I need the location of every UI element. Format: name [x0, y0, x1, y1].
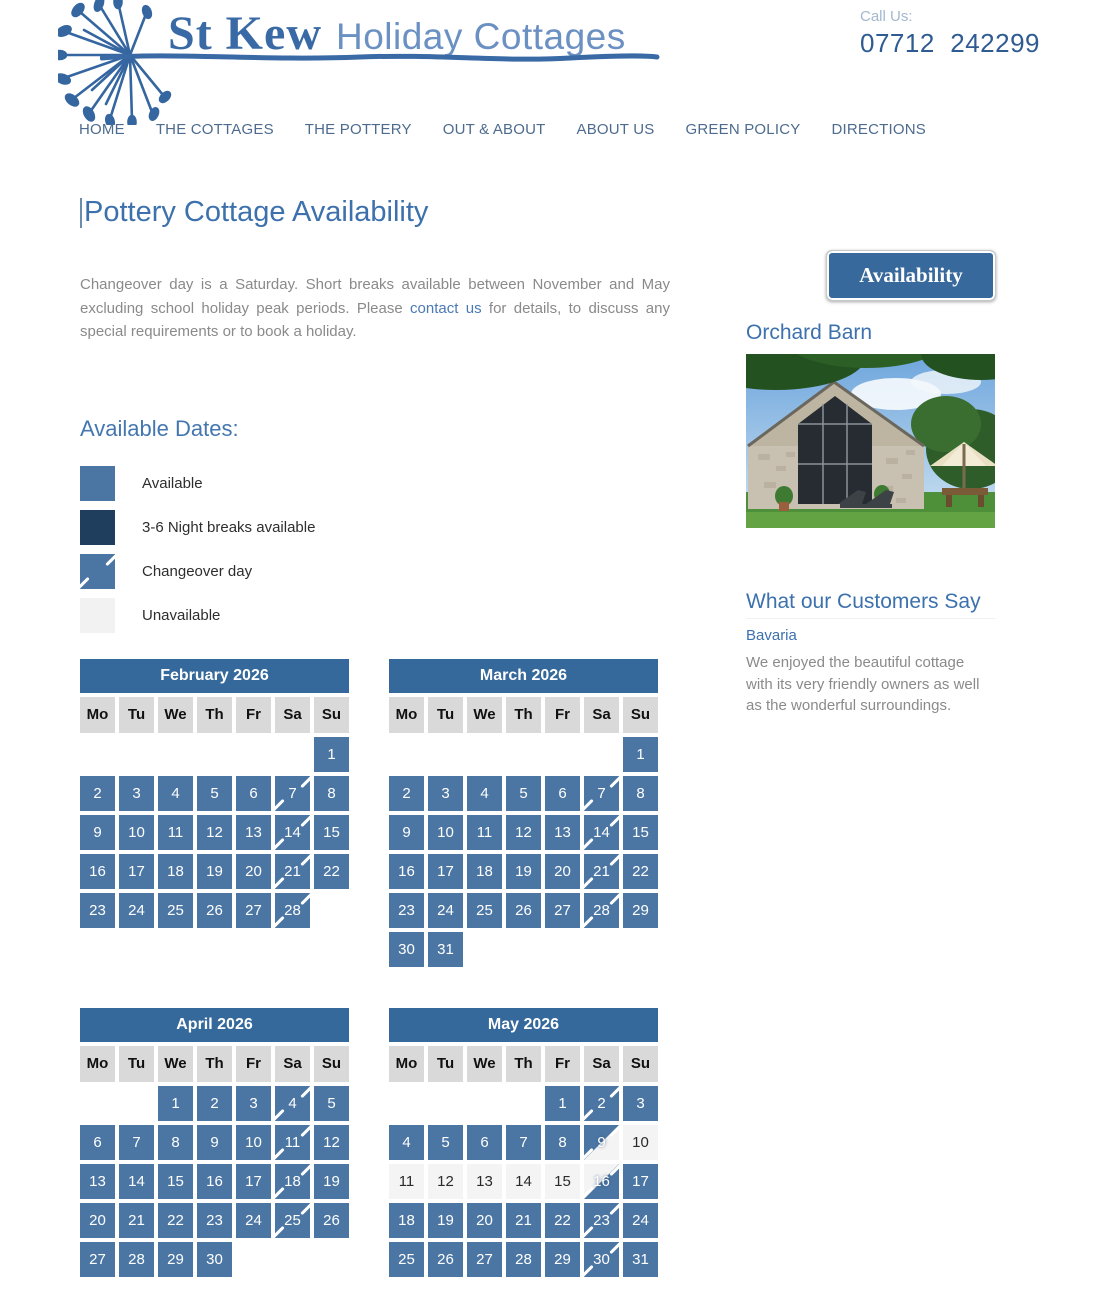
calendar-day: 28 [506, 1242, 541, 1277]
calendar-cells [389, 697, 658, 967]
calendar-day: 14 [275, 815, 310, 850]
calendar-day: 23 [197, 1203, 232, 1238]
calendar-empty-cell [314, 1242, 349, 1277]
brand-underline-flourish [100, 48, 660, 71]
calendar-empty-cell [467, 737, 502, 772]
day-of-week-header: We [467, 697, 502, 733]
calendar-day: 30 [197, 1242, 232, 1277]
day-of-week-header: We [158, 1046, 193, 1082]
calendar-day: 27 [467, 1242, 502, 1277]
calendar-day: 18 [275, 1164, 310, 1199]
calendar-month [80, 659, 349, 928]
legend-label: Available [142, 474, 203, 492]
calendar-day: 3 [119, 776, 154, 811]
calendar-day: 7 [506, 1125, 541, 1160]
calendar-day: 17 [428, 854, 463, 889]
customers-heading: What our Customers Say [746, 590, 996, 619]
orchard-barn-heading[interactable]: Orchard Barn [746, 321, 873, 344]
sidebar [746, 250, 996, 717]
calendar-day: 17 [623, 1164, 658, 1199]
calendar-day: 20 [236, 854, 271, 889]
calendar-day: 15 [545, 1164, 580, 1199]
calendar-day: 26 [506, 893, 541, 928]
calendar-empty-cell [119, 737, 154, 772]
calendar-empty-cell [80, 1086, 115, 1121]
calendar-day: 8 [623, 776, 658, 811]
calendar-month-title: March 2026 [389, 659, 658, 693]
calendar-day: 22 [545, 1203, 580, 1238]
legend-label: Changeover day [142, 562, 253, 580]
testimonial-source: Bavaria [746, 627, 797, 644]
calendar-day: 4 [275, 1086, 310, 1121]
main-column [80, 196, 670, 1277]
calendar-day: 30 [389, 932, 424, 967]
contact-us-link[interactable]: contact us [410, 299, 482, 317]
intro-text-after: for details, to discuss any special requirements or to book a holiday. [80, 299, 670, 340]
call-us-label: Call Us: [860, 8, 913, 25]
calendar-day: 4 [158, 776, 193, 811]
available-dates-heading: Available Dates: [80, 415, 239, 441]
day-of-week-header: Sa [275, 1046, 310, 1082]
calendar-day: 7 [275, 776, 310, 811]
nav-item-home[interactable]: HOME [79, 121, 125, 138]
calendar-day: 6 [80, 1125, 115, 1160]
day-of-week-header: Su [314, 1046, 349, 1082]
calendar-day: 16 [389, 854, 424, 889]
legend-swatch-changeover [80, 554, 115, 589]
legend-swatch-short-breaks [80, 510, 115, 545]
calendar-month-title: February 2026 [80, 659, 349, 693]
calendar-month [80, 1008, 349, 1277]
legend-swatch-unavailable [80, 598, 115, 633]
calendar-empty-cell [314, 893, 349, 928]
calendar-day: 6 [236, 776, 271, 811]
calendar-day: 23 [584, 1203, 619, 1238]
calendar-day: 19 [428, 1203, 463, 1238]
calendar-day: 5 [506, 776, 541, 811]
calendar-day: 15 [158, 1164, 193, 1199]
calendar-day: 12 [314, 1125, 349, 1160]
calendar-day: 24 [119, 893, 154, 928]
calendar-day: 7 [584, 776, 619, 811]
calendar-day: 5 [314, 1086, 349, 1121]
calendar-day: 27 [236, 893, 271, 928]
calendar-day: 1 [158, 1086, 193, 1121]
legend-row-changeover [80, 554, 670, 589]
calendar-day: 16 [80, 854, 115, 889]
calendar-day: 9 [197, 1125, 232, 1160]
nav-item-the-pottery[interactable]: THE POTTERY [304, 121, 412, 138]
day-of-week-header: Th [197, 697, 232, 733]
calendar-day: 20 [467, 1203, 502, 1238]
intro-paragraph [80, 273, 670, 344]
calendar-day: 1 [623, 737, 658, 772]
calendar-day: 18 [467, 854, 502, 889]
day-of-week-header: We [467, 1046, 502, 1082]
text-cursor [80, 198, 82, 228]
calendar-day: 24 [623, 1203, 658, 1238]
calendar-day: 14 [119, 1164, 154, 1199]
day-of-week-header: Tu [428, 1046, 463, 1082]
calendar-day: 16 [584, 1164, 619, 1199]
day-of-week-header: Mo [80, 697, 115, 733]
calendar-day: 13 [467, 1164, 502, 1199]
availability-legend [80, 466, 670, 633]
calendar-empty-cell [428, 737, 463, 772]
calendar-day: 23 [80, 893, 115, 928]
calendar-empty-cell [389, 1086, 424, 1121]
calendar-empty-cell [158, 737, 193, 772]
calendar-day: 21 [275, 854, 310, 889]
calendar-empty-cell [467, 1086, 502, 1121]
calendar-cells [80, 1046, 349, 1277]
nav-item-green-policy[interactable]: GREEN POLICY [685, 121, 801, 138]
day-of-week-header: Mo [389, 1046, 424, 1082]
calendar-day: 2 [80, 776, 115, 811]
calendar-day: 31 [428, 932, 463, 967]
calendar-day: 27 [545, 893, 580, 928]
calendar-day: 29 [158, 1242, 193, 1277]
calendar-cells [389, 1046, 658, 1277]
calendar-day: 21 [119, 1203, 154, 1238]
calendar-day: 31 [623, 1242, 658, 1277]
day-of-week-header: Fr [545, 1046, 580, 1082]
calendar-day: 25 [467, 893, 502, 928]
calendar-day: 21 [506, 1203, 541, 1238]
calendar-day: 14 [506, 1164, 541, 1199]
calendar-grid [80, 659, 670, 1277]
day-of-week-header: Sa [584, 1046, 619, 1082]
calendar-day: 18 [158, 854, 193, 889]
calendar-empty-cell [545, 932, 580, 967]
calendar-empty-cell [80, 737, 115, 772]
calendar-day: 3 [623, 1086, 658, 1121]
calendar-day: 10 [236, 1125, 271, 1160]
calendar-day: 4 [467, 776, 502, 811]
day-of-week-header: Fr [236, 697, 271, 733]
calendar-day: 24 [428, 893, 463, 928]
calendar-day: 3 [428, 776, 463, 811]
content-area [0, 196, 1104, 1277]
page-title: Pottery Cottage Availability [84, 196, 429, 228]
calendar-empty-cell [506, 1086, 541, 1121]
calendar-day: 18 [389, 1203, 424, 1238]
site-header [0, 0, 1104, 150]
calendar-day: 15 [314, 815, 349, 850]
calendar-day: 29 [623, 893, 658, 928]
nav-item-directions[interactable]: DIRECTIONS [831, 121, 926, 138]
calendar-empty-cell [236, 737, 271, 772]
calendar-day: 12 [197, 815, 232, 850]
calendar-empty-cell [236, 1242, 271, 1277]
day-of-week-header: Mo [389, 697, 424, 733]
calendar-day: 8 [314, 776, 349, 811]
calendar-day: 3 [236, 1086, 271, 1121]
calendar-day: 26 [314, 1203, 349, 1238]
calendar-day: 16 [197, 1164, 232, 1199]
calendar-empty-cell [623, 932, 658, 967]
calendar-day: 24 [236, 1203, 271, 1238]
calendar-cells [80, 697, 349, 928]
calendar-day: 28 [119, 1242, 154, 1277]
calendar-day: 10 [119, 815, 154, 850]
calendar-day: 30 [584, 1242, 619, 1277]
testimonial-text: We enjoyed the beautiful cottage with its very friendly owners as well as the wonderful surroundings. [746, 654, 980, 714]
day-of-week-header: Th [506, 697, 541, 733]
calendar-day: 26 [197, 893, 232, 928]
day-of-week-header: Sa [275, 697, 310, 733]
calendar-empty-cell [506, 932, 541, 967]
calendar-day: 2 [389, 776, 424, 811]
calendar-day: 20 [80, 1203, 115, 1238]
legend-row-available [80, 466, 670, 501]
calendar-day: 8 [545, 1125, 580, 1160]
calendar-empty-cell [275, 737, 310, 772]
calendar-day: 7 [119, 1125, 154, 1160]
day-of-week-header: Su [623, 1046, 658, 1082]
day-of-week-header: Th [197, 1046, 232, 1082]
nav-item-about-us[interactable]: ABOUT US [576, 121, 655, 138]
calendar-day: 25 [158, 893, 193, 928]
day-of-week-header: Tu [119, 697, 154, 733]
calendar-day: 5 [197, 776, 232, 811]
calendar-day: 29 [545, 1242, 580, 1277]
calendar-empty-cell [197, 737, 232, 772]
day-of-week-header: Tu [119, 1046, 154, 1082]
main-nav [79, 121, 926, 138]
calendar-day: 6 [467, 1125, 502, 1160]
calendar-day: 21 [584, 854, 619, 889]
calendar-empty-cell [275, 1242, 310, 1277]
calendar-day: 4 [389, 1125, 424, 1160]
nav-item-out-and-about[interactable]: OUT & ABOUT [442, 121, 546, 138]
calendar-day: 12 [506, 815, 541, 850]
calendar-empty-cell [389, 737, 424, 772]
calendar-day: 6 [545, 776, 580, 811]
calendar-day: 1 [545, 1086, 580, 1121]
calendar-day: 26 [428, 1242, 463, 1277]
calendar-month [389, 1008, 658, 1277]
calendar-month-title: April 2026 [80, 1008, 349, 1042]
calendar-day: 1 [314, 737, 349, 772]
legend-swatch-available [80, 466, 115, 501]
intro-text-before: Changeover day is a Saturday. Short breaks available between November and May excluding school holiday peak periods. Please [80, 276, 670, 317]
day-of-week-header: Fr [236, 1046, 271, 1082]
day-of-week-header: Sa [584, 697, 619, 733]
calendar-day: 14 [584, 815, 619, 850]
calendar-day: 11 [389, 1164, 424, 1199]
calendar-day: 10 [428, 815, 463, 850]
calendar-empty-cell [506, 737, 541, 772]
availability-button[interactable]: Availability [826, 250, 996, 301]
calendar-day: 9 [389, 815, 424, 850]
day-of-week-header: Tu [428, 697, 463, 733]
calendar-day: 17 [236, 1164, 271, 1199]
calendar-day: 11 [158, 815, 193, 850]
calendar-day: 25 [389, 1242, 424, 1277]
legend-row-short-breaks [80, 510, 670, 545]
calendar-day: 27 [80, 1242, 115, 1277]
calendar-empty-cell [428, 1086, 463, 1121]
calendar-day: 28 [584, 893, 619, 928]
calendar-day: 22 [314, 854, 349, 889]
brand-name-secondary: Holiday Cottages [335, 16, 626, 57]
calendar-day: 5 [428, 1125, 463, 1160]
day-of-week-header: Mo [80, 1046, 115, 1082]
calendar-empty-cell [119, 1086, 154, 1121]
calendar-day: 13 [80, 1164, 115, 1199]
calendar-day: 20 [545, 854, 580, 889]
calendar-empty-cell [467, 932, 502, 967]
calendar-day: 28 [275, 893, 310, 928]
day-of-week-header: Su [314, 697, 349, 733]
calendar-day: 11 [467, 815, 502, 850]
call-us-block [860, 8, 1040, 59]
calendar-day: 2 [197, 1086, 232, 1121]
calendar-month [389, 659, 658, 967]
calendar-day: 10 [623, 1125, 658, 1160]
calendar-day: 11 [275, 1125, 310, 1160]
calendar-day: 13 [545, 815, 580, 850]
day-of-week-header: Th [506, 1046, 541, 1082]
calendar-day: 23 [389, 893, 424, 928]
calendar-month-title: May 2026 [389, 1008, 658, 1042]
calendar-day: 13 [236, 815, 271, 850]
calendar-day: 9 [584, 1125, 619, 1160]
calendar-day: 15 [623, 815, 658, 850]
calendar-day: 22 [623, 854, 658, 889]
legend-label: Unavailable [142, 606, 221, 624]
brand-name-primary: St Kew [168, 7, 322, 60]
calendar-day: 25 [275, 1203, 310, 1238]
calendar-day: 19 [197, 854, 232, 889]
calendar-day: 19 [506, 854, 541, 889]
calendar-day: 8 [158, 1125, 193, 1160]
calendar-empty-cell [584, 932, 619, 967]
calendar-day: 9 [80, 815, 115, 850]
calendar-day: 17 [119, 854, 154, 889]
calendar-day: 19 [314, 1164, 349, 1199]
legend-row-unavailable [80, 598, 670, 633]
calendar-day: 12 [428, 1164, 463, 1199]
day-of-week-header: We [158, 697, 193, 733]
calendar-empty-cell [584, 737, 619, 772]
calendar-empty-cell [545, 737, 580, 772]
legend-label: 3-6 Night breaks available [142, 518, 316, 536]
calendar-day: 22 [158, 1203, 193, 1238]
orchard-barn-photo[interactable] [746, 354, 995, 528]
nav-item-the-cottages[interactable]: THE COTTAGES [155, 121, 274, 138]
phone-number: 07712 242299 [860, 28, 1041, 58]
day-of-week-header: Su [623, 697, 658, 733]
day-of-week-header: Fr [545, 697, 580, 733]
calendar-day: 2 [584, 1086, 619, 1121]
